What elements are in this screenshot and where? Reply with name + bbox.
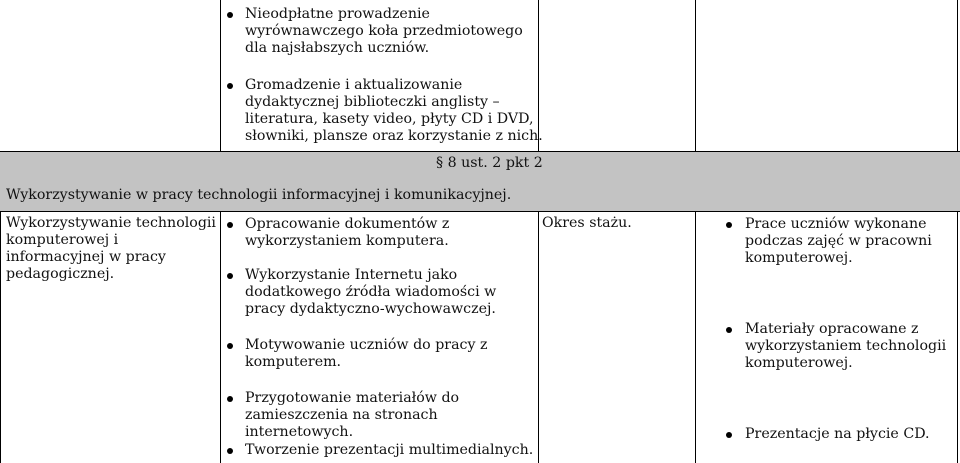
bullet-icon — [726, 222, 732, 228]
bullet-icon — [227, 343, 233, 349]
bullet-icon — [726, 432, 732, 438]
list-item: Nieodpłatne prowadzenie wyrównawczego koła przedmiotowego dla najsłabszych uczniów. — [245, 6, 523, 56]
bullet-icon — [227, 273, 233, 279]
list-item: Wykorzystanie Internetu jako dodatkowego źródła wiadomości w pracy dydaktyczno-wychowawczej. — [245, 267, 497, 317]
list-item: Przygotowanie materiałów do zamieszczenia na stronach internetowych. — [245, 390, 460, 440]
bullet-icon — [227, 396, 233, 402]
grid-line — [220, 211, 221, 463]
list-item: Prace uczniów wykonane podczas zajęć w pracowni komputerowej. — [745, 216, 932, 266]
grid-line — [220, 0, 221, 151]
bullet-icon — [227, 12, 233, 18]
section-reference: § 8 ust. 2 pkt 2 — [436, 155, 543, 171]
grid-line — [957, 211, 958, 463]
list-item: Gromadzenie i aktualizowanie dydaktycznej biblioteczki anglisty – literatura, kasety video, płyty CD i DVD, słowniki, plansze oraz korzystanie z nich. — [245, 77, 543, 144]
grid-line — [0, 211, 1, 463]
bullet-icon — [726, 327, 732, 333]
section-title: Wykorzystywanie w pracy technologii informacyjnej i komunikacyjnej. — [6, 187, 512, 203]
bullet-icon — [227, 448, 233, 454]
task-cell: Wykorzystywanie technologii komputerowej i informacyjnej w pracy pedagogicznej. — [6, 215, 216, 282]
list-item: Materiały opracowane z wykorzystaniem technologii komputerowej. — [745, 321, 947, 371]
list-item: Tworzenie prezentacji multimedialnych. — [245, 442, 534, 458]
grid-line — [695, 0, 696, 151]
list-item: Prezentacje na płycie CD. — [745, 426, 930, 442]
bullet-icon — [227, 83, 233, 89]
grid-line — [538, 211, 539, 463]
list-item: Opracowanie dokumentów z wykorzystaniem komputera. — [245, 216, 450, 249]
bullet-icon — [227, 222, 233, 228]
deadline-cell: Okres stażu. — [542, 215, 632, 231]
grid-line — [0, 211, 960, 212]
grid-line — [0, 151, 960, 152]
list-item: Motywowanie uczniów do pracy z komputerem. — [245, 337, 488, 370]
grid-line — [695, 211, 696, 463]
grid-line — [957, 0, 958, 151]
